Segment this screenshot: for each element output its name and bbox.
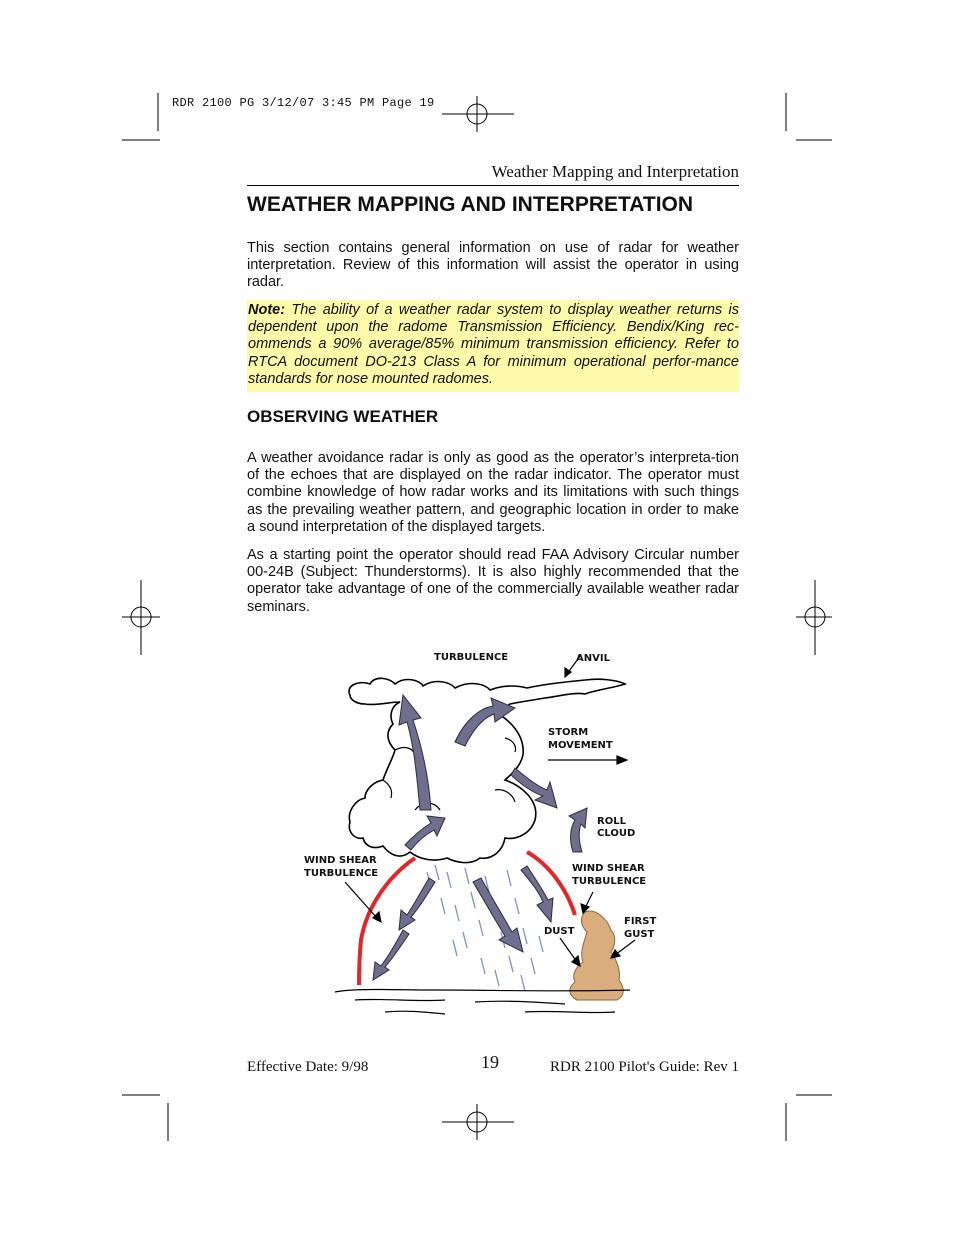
- label-anvil: ANVIL: [576, 653, 610, 664]
- label-dust: DUST: [544, 926, 575, 937]
- page-title: WEATHER MAPPING AND INTERPRETATION: [247, 193, 694, 216]
- label-wind-shear-right: WIND SHEAR: [572, 863, 645, 874]
- effective-date: Effective Date: 9/98: [247, 1059, 369, 1075]
- note-text-block: [248, 302, 739, 388]
- note-text: The ability of a weather radar system to display weather returns is dependent upon the radome Transmission Efficiency. Bendix/King rec-ommends a 90% average/85% minimum transmission efficiency. Refer to RTCA document DO-213 Class A for minimum operational perfor-mance standards for nose mounted radomes.: [248, 302, 739, 387]
- running-head: Weather Mapping and Interpretation: [491, 162, 739, 181]
- label-storm: STORM: [548, 727, 589, 738]
- rain-shaft: [427, 865, 543, 991]
- thunderstorm-diagram: [295, 640, 657, 1025]
- label-turbulence-left: TURBULENCE: [304, 868, 379, 879]
- header-rule: [247, 185, 739, 186]
- page-number: 19: [481, 1052, 499, 1072]
- guide-title: RDR 2100 Pilot's Guide: Rev 1: [550, 1059, 739, 1075]
- label-cloud: CLOUD: [597, 828, 636, 839]
- note-label: Note:: [248, 302, 286, 318]
- paragraph-advisory: As a starting point the operator should read FAA Advisory Circular number 00-24B (Subject: Thunderstorms). It is also highly recommended that the operator take advantage of one of the commercially available weather radar seminars.: [247, 547, 739, 615]
- section-heading: OBSERVING WEATHER: [247, 407, 439, 426]
- storm-cloud: [349, 678, 625, 862]
- label-turbulence: TURBULENCE: [434, 652, 509, 663]
- label-roll: ROLL: [597, 816, 626, 827]
- print-slug: RDR 2100 PG 3/12/07 3:45 PM Page 19: [172, 96, 435, 110]
- label-gust: GUST: [624, 929, 655, 940]
- label-first: FIRST: [624, 916, 657, 927]
- label-turbulence-right: TURBULENCE: [572, 876, 647, 887]
- intro-paragraph: This section contains general information on use of radar for weather interpretation. Review of this information will assist the operator in using radar.: [247, 240, 739, 291]
- label-wind-shear-left: WIND SHEAR: [304, 855, 377, 866]
- label-movement: MOVEMENT: [548, 740, 613, 751]
- paragraph-interpretation: A weather avoidance radar is only as good as the operator’s interpreta-tion of the echoes that are displayed on the radar indicator. The operator must combine knowledge of how radar works and its limitations with such things as the prevailing weather pattern, and geographic location in order to make a sound interpretation of the displayed targets.: [247, 450, 739, 535]
